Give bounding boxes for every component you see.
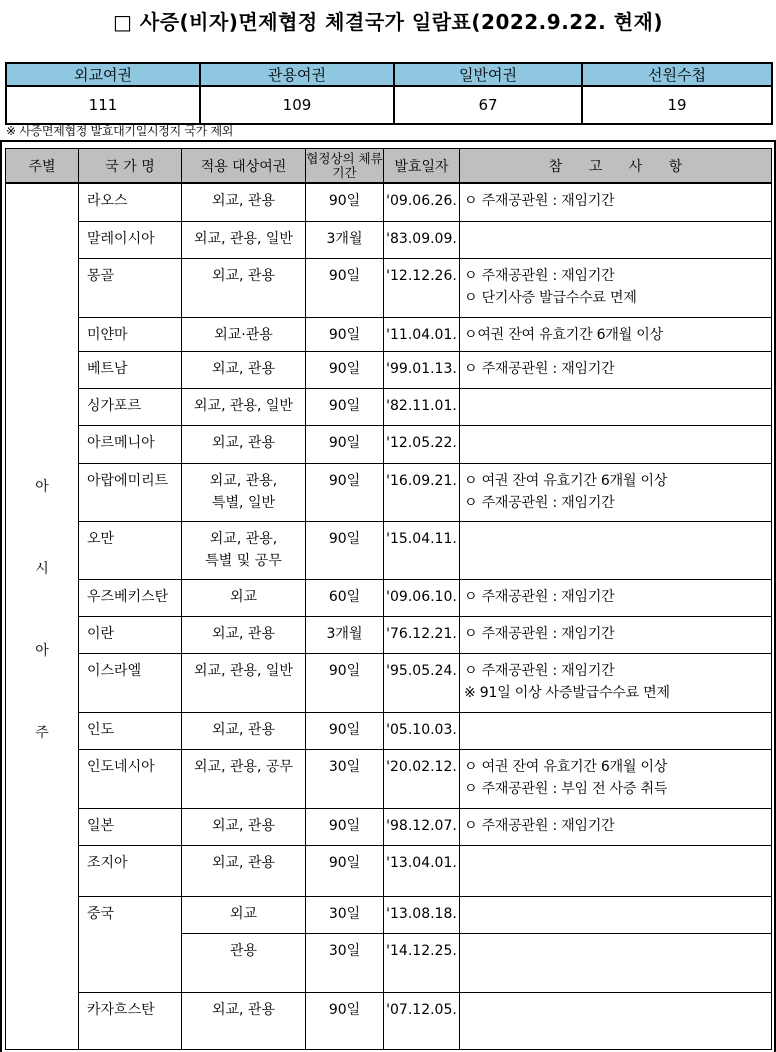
remark-line: ㅇ 단기사증 발급수수료 면제: [464, 289, 637, 306]
effective-date: '83.09.09.: [384, 221, 460, 258]
remark-line: ㅇ 주재공관원 : 재임기간: [464, 267, 615, 284]
passport-line: 외교, 관용, 공무: [194, 758, 293, 775]
country-name: 일본: [79, 808, 182, 845]
table-row: [6, 463, 772, 521]
country-name: 중국: [79, 896, 182, 992]
stay-period: 90일: [306, 845, 384, 896]
table-row: [6, 388, 772, 425]
remarks: [460, 351, 772, 388]
country-name: 말레이시아: [79, 221, 182, 258]
table-row: [6, 808, 772, 845]
country-name: 이스라엘: [79, 653, 182, 712]
stay-period: 90일: [306, 425, 384, 463]
effective-date: '20.02.12.: [384, 749, 460, 808]
remark-line: ㅇ 주재공관원 : 재임기간: [464, 360, 615, 377]
table-header-row: [6, 149, 772, 184]
passport-line: 외교, 관용: [212, 193, 275, 209]
continent-char: 아: [35, 643, 49, 659]
table-row: [6, 845, 772, 896]
table-row: [6, 579, 772, 616]
remarks: [460, 463, 772, 521]
continent-char: 주: [35, 725, 49, 741]
country-name: 우즈베키스탄: [79, 579, 182, 616]
effective-date: '14.12.25.: [384, 933, 460, 992]
stay-period: 90일: [306, 388, 384, 425]
stay-period: 30일: [306, 896, 384, 933]
country-name: 오만: [79, 521, 182, 579]
remark-line: ㅇ 여권 잔여 유효기간 6개월 이상: [464, 472, 668, 489]
summary-header-seaman: 선원수첩: [582, 63, 772, 86]
summary-value-ordinary: 67: [394, 86, 582, 124]
passport-line: 관용: [229, 942, 258, 959]
effective-date: '13.04.01.: [384, 845, 460, 896]
stay-period: 3개월: [306, 616, 384, 653]
table-row: [6, 896, 772, 933]
country-name: 인도네시아: [79, 749, 182, 808]
table-row: [6, 992, 772, 1049]
remarks: [460, 258, 772, 317]
remarks: [460, 388, 772, 425]
passport-types: [182, 749, 306, 808]
header-stay: 협정상의 체류기간: [306, 149, 384, 184]
table-row: [6, 317, 772, 351]
remark-line: ㅇ 주재공관원 : 재임기간: [464, 494, 615, 511]
effective-date: '12.05.22.: [384, 425, 460, 463]
stay-period: 30일: [306, 933, 384, 992]
summary-value-row: [6, 86, 772, 124]
remarks: [460, 616, 772, 653]
effective-date: '05.10.03.: [384, 712, 460, 749]
country-name: 아랍에미리트: [79, 463, 182, 521]
passport-types: [182, 616, 306, 653]
effective-date: '09.06.10.: [384, 579, 460, 616]
stay-period: 90일: [306, 183, 384, 221]
remark-line: ※ 91일 이상 사증발급수수료 면제: [464, 684, 670, 701]
remarks: [460, 992, 772, 1049]
remarks: [460, 183, 772, 221]
remarks: [460, 521, 772, 579]
continent-char: 아: [35, 479, 49, 495]
remark-line: ㅇ 주재공관원 : 재임기간: [464, 588, 615, 605]
passport-types: [182, 221, 306, 258]
remark-line: ㅇ 주재공관원 : 재임기간: [464, 193, 615, 209]
passport-types: [182, 808, 306, 845]
stay-period: 90일: [306, 992, 384, 1049]
visa-waiver-table: [5, 148, 772, 1050]
remarks: [460, 653, 772, 712]
passport-line: 외교, 관용: [212, 817, 275, 834]
passport-line: 외교, 관용, 일반: [194, 397, 293, 414]
remarks: [460, 845, 772, 896]
summary-value-diplomatic: 111: [6, 86, 200, 124]
passport-types: [182, 351, 306, 388]
effective-date: '16.09.21.: [384, 463, 460, 521]
header-passport: 적용 대상여권: [182, 149, 306, 184]
table-row: [6, 616, 772, 653]
country-name: 조지아: [79, 845, 182, 896]
passport-types: [182, 896, 306, 933]
remarks: [460, 808, 772, 845]
effective-date: '12.12.26.: [384, 258, 460, 317]
effective-date: '99.01.13.: [384, 351, 460, 388]
effective-date: '95.05.24.: [384, 653, 460, 712]
summary-table: [5, 62, 773, 125]
country-name: 라오스: [79, 183, 182, 221]
header-notes: 참 고 사 항: [460, 149, 772, 184]
continent-char: 시: [35, 561, 49, 577]
passport-types: [182, 521, 306, 579]
remark-line: ㅇ여권 잔여 유효기간 6개월 이상: [464, 326, 663, 343]
continent-label: [6, 184, 78, 804]
country-name: 이란: [79, 616, 182, 653]
passport-types: [182, 183, 306, 221]
stay-period: 90일: [306, 712, 384, 749]
remark-line: ㅇ 주재공관원 : 재임기간: [464, 817, 615, 834]
passport-line: 외교, 관용: [212, 625, 275, 642]
summary-header-diplomatic: 외교여권: [6, 63, 200, 86]
effective-date: '98.12.07.: [384, 808, 460, 845]
passport-types: [182, 992, 306, 1049]
page-title: □ 사증(비자)면제협정 체결국가 일람표(2022.9.22. 현재): [113, 10, 663, 34]
stay-period: 90일: [306, 317, 384, 351]
country-name: 아르메니아: [79, 425, 182, 463]
table-row: [6, 425, 772, 463]
passport-line: 외교, 관용: [212, 434, 275, 451]
table-frame-top: [0, 140, 776, 142]
footnote: ※ 사증면제협정 발효대기일시정지 국가 제외: [6, 124, 234, 138]
passport-line: 특별, 일반: [212, 494, 275, 511]
summary-value-official: 109: [200, 86, 394, 124]
stay-period: 90일: [306, 351, 384, 388]
effective-date: '15.04.11.: [384, 521, 460, 579]
passport-line: 외교, 관용: [212, 360, 275, 377]
passport-types: [182, 463, 306, 521]
remarks: [460, 933, 772, 992]
table-row: [6, 351, 772, 388]
passport-line: 외교, 관용, 일반: [194, 662, 293, 679]
remarks: [460, 221, 772, 258]
country-name: 카자흐스탄: [79, 992, 182, 1049]
passport-line: 외교: [229, 588, 258, 605]
stay-period: 90일: [306, 653, 384, 712]
stay-period: 3개월: [306, 221, 384, 258]
remark-line: ㅇ 주재공관원 : 부임 전 사증 취득: [464, 780, 668, 797]
stay-period: 90일: [306, 808, 384, 845]
effective-date: '09.06.26.: [384, 183, 460, 221]
stay-period: 90일: [306, 463, 384, 521]
header-country: 국 가 명: [79, 149, 182, 184]
passport-types: [182, 579, 306, 616]
remarks: [460, 712, 772, 749]
header-region: 주별: [6, 149, 79, 184]
summary-header-official: 관용여권: [200, 63, 394, 86]
summary-header-row: [6, 63, 772, 86]
table-frame-left: [0, 140, 2, 1052]
passport-line: 외교, 관용: [212, 721, 275, 738]
stay-period: 90일: [306, 258, 384, 317]
table-row: [6, 521, 772, 579]
table-row: [6, 749, 772, 808]
passport-line: 외교, 관용,: [209, 472, 278, 489]
stay-period: 90일: [306, 521, 384, 579]
passport-line: 외교·관용: [214, 326, 273, 343]
table-row: [6, 258, 772, 317]
passport-line: 외교, 관용: [212, 1001, 275, 1018]
effective-date: '76.12.21.: [384, 616, 460, 653]
remark-line: ㅇ 주재공관원 : 재임기간: [464, 625, 615, 642]
passport-line: 특별 및 공무: [205, 552, 282, 569]
summary-header-ordinary: 일반여권: [394, 63, 582, 86]
table-row: [6, 653, 772, 712]
country-name: 몽골: [79, 258, 182, 317]
stay-period: 30일: [306, 749, 384, 808]
country-name: 싱가포르: [79, 388, 182, 425]
remarks: [460, 579, 772, 616]
passport-line: 외교, 관용: [212, 267, 275, 284]
summary-value-seaman: 19: [582, 86, 772, 124]
passport-types: [182, 712, 306, 749]
remarks: [460, 317, 772, 351]
remarks: [460, 749, 772, 808]
remarks: [460, 896, 772, 933]
effective-date: '13.08.18.: [384, 896, 460, 933]
continent-cell: [6, 183, 79, 1049]
passport-line: 외교: [229, 905, 258, 922]
passport-types: [182, 653, 306, 712]
remark-line: ㅇ 주재공관원 : 재임기간: [464, 662, 615, 679]
passport-line: 외교, 관용: [212, 854, 275, 871]
passport-line: 외교, 관용,: [209, 530, 278, 547]
table-row: [6, 221, 772, 258]
passport-types: [182, 933, 306, 992]
passport-types: [182, 388, 306, 425]
table-row: [6, 183, 772, 221]
effective-date: '82.11.01.: [384, 388, 460, 425]
passport-types: [182, 317, 306, 351]
passport-types: [182, 425, 306, 463]
country-name: 미얀마: [79, 317, 182, 351]
table-row: [6, 712, 772, 749]
remarks: [460, 425, 772, 463]
stay-period: 60일: [306, 579, 384, 616]
passport-line: 외교, 관용, 일반: [194, 230, 293, 247]
remark-line: ㅇ 여권 잔여 유효기간 6개월 이상: [464, 758, 668, 775]
country-name: 인도: [79, 712, 182, 749]
effective-date: '07.12.05.: [384, 992, 460, 1049]
passport-types: [182, 258, 306, 317]
effective-date: '11.04.01.: [384, 317, 460, 351]
country-name: 베트남: [79, 351, 182, 388]
passport-types: [182, 845, 306, 896]
header-date: 발효일자: [384, 149, 460, 184]
